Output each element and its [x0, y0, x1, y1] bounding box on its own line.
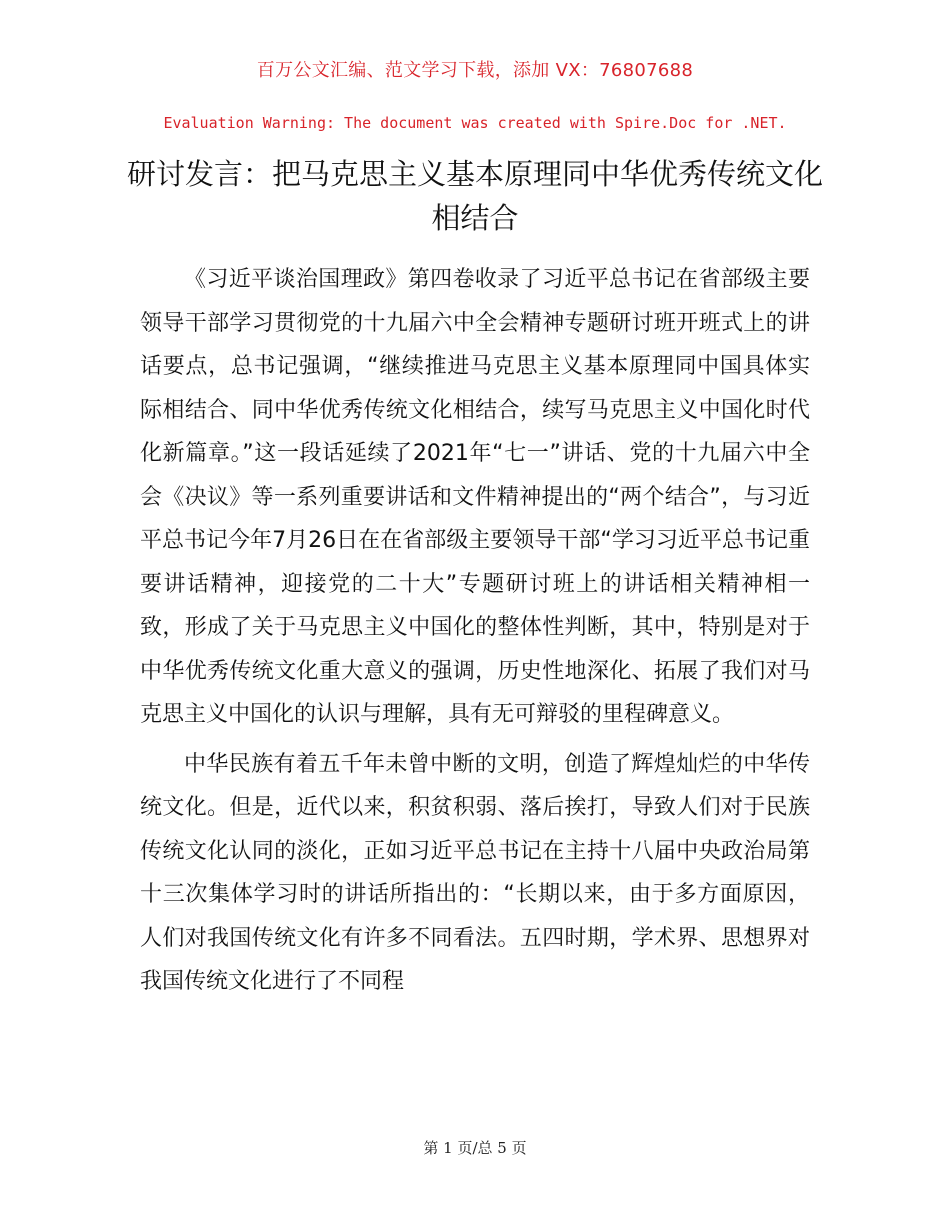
- paragraph: 《习近平谈治国理政》第四卷收录了习近平总书记在省部级主要领导干部学习贯彻党的十九届六中全会精神专题研讨班开班式上的讲话要点，总书记强调，“继续推进马克思主义基本原理同中国具体实际相结合、同中华优秀传统文化相结合，续写马克思主义中国化时代化新篇章。”这一段话延续了2021年“七一”讲话、党的十九届六中全会《决议》等一系列重要讲话和文件精神提出的“两个结合”，与习近平总书记今年7月26日在在省部级主要领导干部“学习习近平总书记重要讲话精神，迎接党的二十大”专题研讨班上的讲话相关精神相一致，形成了关于马克思主义中国化的整体性判断，其中，特别是对于中华优秀传统文化重大意义的强调，历史性地深化、拓展了我们对马克思主义中国化的认识与理解，具有无可辩驳的里程碑意义。: [140, 267, 810, 727]
- document-title: 研讨发言：把马克思主义基本原理同中华优秀传统文化相结合: [126, 157, 823, 235]
- paragraph: 中华民族有着五千年未曾中断的文明，创造了辉煌灿烂的中华传统文化。但是，近代以来，积贫积弱、落后挨打，导致人们对于民族传统文化认同的淡化，正如习近平总书记在主持十八届中央政治局第十三次集体学习时的讲话所指出的：“长期以来，由于多方面原因，人们对我国传统文化有许多不同看法。五四时期，学术界、思想界对我国传统文化进行了不同程: [140, 751, 810, 994]
- evaluation-warning: Evaluation Warning: The document was created with Spire.Doc for .NET.: [163, 114, 787, 132]
- document-body: [140, 258, 810, 1010]
- page-number-footer: 第 1 页/总 5 页: [423, 1139, 527, 1157]
- header-banner: 百万公文汇编、范文学习下载，添加 VX：76807688: [256, 60, 694, 81]
